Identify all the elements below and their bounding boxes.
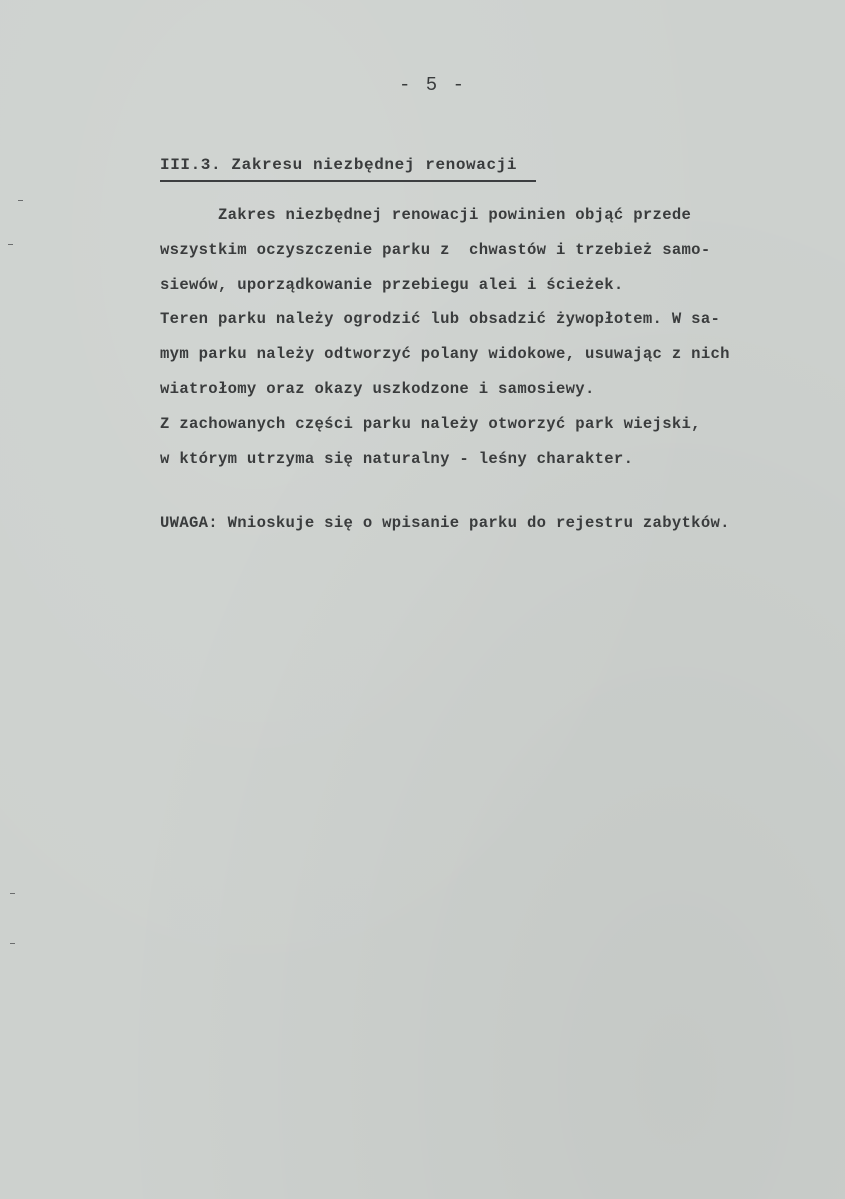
margin-mark [10, 943, 15, 944]
body-line: w którym utrzyma się naturalny - leśny charakter. [160, 449, 634, 468]
section-heading: III.3. Zakresu niezbędnej renowacji [160, 156, 518, 174]
body-line: Zakres niezbędnej renowacji powinien objąć przede [160, 206, 692, 224]
note-line: UWAGA: Wnioskuje się o wpisanie parku do rejestru zabytków. [160, 514, 730, 532]
page-number: - 5 - [398, 74, 466, 96]
margin-mark [18, 200, 23, 201]
body-line: Teren parku należy ogrodzić lub obsadzić żywopłotem. W sa- [160, 310, 721, 329]
margin-mark [10, 893, 15, 894]
body-line: siewów, uporządkowanie przebiegu alei i ścieżek. [160, 275, 624, 294]
margin-mark [8, 244, 13, 245]
heading-underline [160, 180, 536, 182]
body-line: wszystkim oczyszczenie parku z chwastów i trzebież samo- [160, 240, 711, 259]
body-line: mym parku należy odtworzyć polany widokowe, usuwając z nich [160, 345, 730, 364]
body-line: wiatrołomy oraz okazy uszkodzone i samosiewy. [160, 379, 595, 398]
body-paragraph [160, 198, 800, 476]
body-line: Z zachowanych części parku należy otworzyć park wiejski, [160, 414, 701, 433]
